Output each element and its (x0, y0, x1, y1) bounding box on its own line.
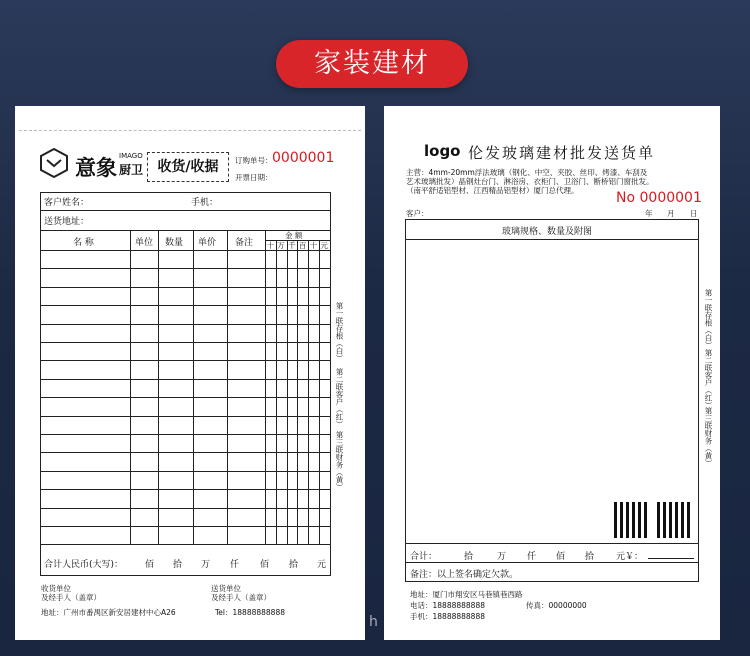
side-note-r1: 第一联存根（白） (704, 289, 713, 349)
footer-address: 地址：广州市番禺区新安居建材中心A26 (41, 608, 176, 617)
serial-prefix: No (616, 190, 636, 206)
grid-line (319, 240, 320, 544)
total-unit-right: 佰 (556, 552, 566, 562)
grid-line (158, 230, 159, 544)
address-label: 送货地址： (44, 217, 90, 227)
amount-digit: 百 (298, 241, 307, 250)
amount-digit: 十 (309, 241, 318, 250)
amount-header: 金 额 (285, 231, 303, 240)
order-number: 0000001 (272, 150, 335, 166)
side-note-r3: 第三联财务（黄） (704, 407, 713, 467)
phone-label: 手机： (191, 198, 219, 208)
brand-logo-icon (39, 148, 69, 178)
grid-line (297, 240, 298, 544)
business-line-2: 艺术玻璃批发）晶钢灶台门、淋浴房、衣柜门、卫浴门、断桥铝门窗批发。 (406, 177, 654, 186)
brand-en: IMAGO (119, 152, 143, 160)
grid-line (265, 230, 266, 544)
col-price: 单价 (198, 238, 217, 248)
customer-label: 客户姓名： (44, 198, 90, 208)
total-label: 合计人民币(大写)： (44, 560, 124, 570)
business-line-3: （南平舒适铝型材、江西精品铝型材）厦门总代理。 (406, 186, 579, 195)
receiver-label: 收货单位 及经手人（盖章） (41, 584, 101, 602)
footer-tel: Tel：18888888888 (215, 608, 285, 617)
grid-line (276, 240, 277, 544)
total-unit: 佰 (145, 560, 155, 570)
phone-right: 电话：18888888888 (410, 601, 485, 610)
form-title: 伦发玻璃建材批发送货单 (468, 144, 656, 162)
total-unit-right: 万 (497, 552, 507, 562)
watermark-text: h (369, 614, 378, 630)
grid-line (130, 230, 131, 544)
grid-line (287, 240, 288, 544)
note: 备注：以上签名确定欠款。 (410, 570, 519, 580)
mobile-right: 手机：18888888888 (410, 612, 485, 621)
grid-line (308, 240, 309, 544)
total-unit: 万 (201, 560, 211, 570)
col-qty: 数量 (165, 238, 184, 248)
total-label-right: 合计： (410, 552, 438, 562)
side-note-r2: 第二联客户（红） (704, 349, 713, 409)
grid-line (227, 230, 228, 544)
serial-value: 0000001 (639, 190, 702, 206)
amount-digit: 元 (320, 241, 328, 250)
brand-sub: 厨卫 (119, 163, 144, 177)
col-name: 名 称 (73, 238, 94, 248)
grid-line (193, 230, 194, 544)
total-unit: 佰 (260, 560, 270, 570)
grid-line (40, 544, 330, 545)
customer-label-right: 客户： (406, 209, 429, 218)
side-note-3: 第三联财务（黄） (335, 431, 344, 491)
glass-table-header: 玻璃规格、数量及附图 (502, 227, 593, 237)
order-label: 订购单号： (235, 156, 273, 165)
side-note-1: 第一联存根（白） (335, 302, 344, 362)
qr-code-icon (657, 502, 693, 538)
date-label: 开票日期： (235, 173, 273, 182)
total-unit: 仟 (230, 560, 240, 570)
address-right: 地址：厦门市翔安区马巷镇巷西路 (410, 590, 523, 599)
fax-right: 传真：00000000 (526, 601, 587, 610)
receipt-form-left (15, 106, 365, 640)
date-year: 年 (645, 209, 653, 218)
brand-name: 意象 (75, 156, 117, 180)
date-day: 日 (690, 209, 698, 218)
total-unit-right: 元￥： (616, 552, 644, 562)
receipt-form-right (384, 106, 720, 640)
logo-text: logo (424, 142, 461, 160)
amount-digit: 十 (266, 241, 274, 250)
category-banner: 家装建材 (276, 40, 468, 88)
total-unit-right: 拾 (585, 552, 595, 562)
sender-label: 送货单位 及经手人（盖章） (211, 584, 271, 602)
business-line-1: 主营：4mm-20mm浮法玻璃（钢化、中空、夹胶、丝印、烤漆、车刮及 (406, 168, 648, 177)
glass-table-frame (405, 219, 699, 582)
col-note: 备注 (235, 238, 254, 248)
total-unit: 拾 (289, 560, 299, 570)
total-unit-right: 仟 (527, 552, 537, 562)
date-month: 月 (667, 209, 675, 218)
total-unit: 拾 (173, 560, 183, 570)
receipt-title: 收货/收据 (147, 152, 229, 182)
side-note-2: 第二联客户（红） (335, 368, 344, 428)
serial-number (616, 190, 702, 206)
amount-digit: 万 (277, 241, 285, 250)
perforation-line (19, 130, 361, 131)
qr-code-icon (614, 502, 650, 538)
total-unit: 元 (317, 560, 327, 570)
col-unit: 单位 (135, 238, 154, 248)
total-unit-right: 拾 (464, 552, 474, 562)
amount-digit: 千 (288, 241, 296, 250)
